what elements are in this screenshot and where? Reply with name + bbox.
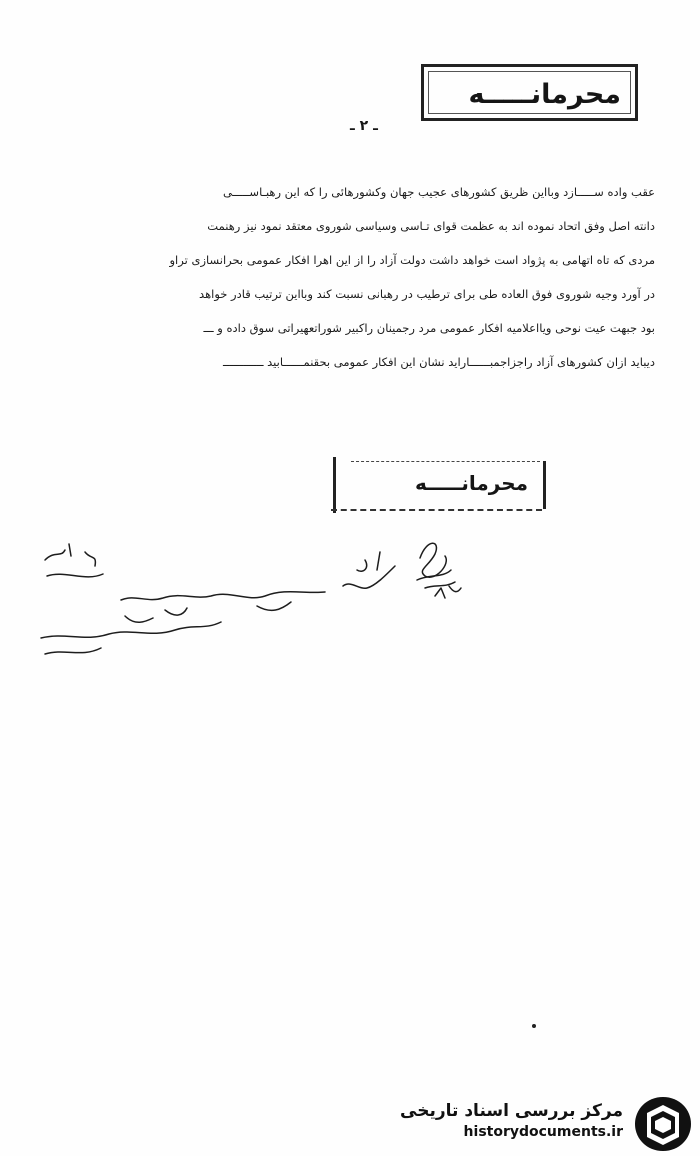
footer-title: مرکز بررسی اسناد تاریخی (400, 1101, 623, 1121)
signature-mark (435, 586, 461, 598)
handwriting-stroke (343, 566, 395, 588)
stamp-bar (543, 461, 546, 509)
body-line: دیباید ازان کشورهای آزاد راجزاجمبــــــاراید نشان این افکار عمومی بحقنمــــــابید ــــــــــــ (223, 355, 655, 369)
stamp-line (331, 509, 542, 511)
stamp-bar (333, 457, 336, 513)
handwritten-notes (25, 530, 545, 680)
handwriting-stroke (121, 592, 325, 600)
footer-watermark (400, 1095, 695, 1150)
stamp-top-text: محرمانـــــه (468, 79, 621, 110)
handwriting-stroke (357, 552, 380, 571)
handwriting-stroke (85, 552, 95, 566)
handwriting-stroke (41, 622, 221, 638)
body-line: مردی که تاه اتهامی به پژواد است خواهد داشت دولت آزاد را از این اهرا افکار عمومی بحرانسازی تراو (169, 253, 655, 267)
footer-url: historydocuments.ir (463, 1124, 623, 1140)
body-line: عقب واده ســـــازد وبااین ظریق کشورهای عجیب جهان وکشورهائی را که این رهبـاســـــی (223, 185, 655, 199)
ink-dot (532, 1024, 536, 1028)
page-number: ـ ٢ ـ (350, 118, 378, 134)
classification-stamp-top (421, 64, 638, 121)
stamp-mid-text: محرمانـــــه (415, 471, 528, 495)
handwriting-stroke (125, 608, 187, 622)
body-line: دانته اصل وفق اتحاد نموده اند به عظمت قوای تـاسی وسیاسی شوروی معتقد نمود نیز رهنمت (207, 219, 655, 233)
archive-logo-icon (633, 1095, 693, 1153)
stamp-line (351, 461, 540, 462)
document-body (35, 175, 655, 379)
body-line: بود جبهت عیت نوحی ویااعلامیه افکار عمومی مرد رجمینان راکبیر شوراتعهیراتی سوق داده و ـــ (203, 321, 655, 335)
signature-mark (420, 543, 446, 577)
body-line: در آورد وجیه شوروی فوق العاده طی برای ترطیب در رهبانی نسبت کند وبااین ترتیب قادر خواهد (199, 287, 655, 301)
classification-stamp-mid (325, 455, 550, 515)
handwriting-stroke (45, 648, 101, 654)
handwriting-stroke (45, 544, 103, 577)
handwriting-stroke (257, 602, 291, 610)
